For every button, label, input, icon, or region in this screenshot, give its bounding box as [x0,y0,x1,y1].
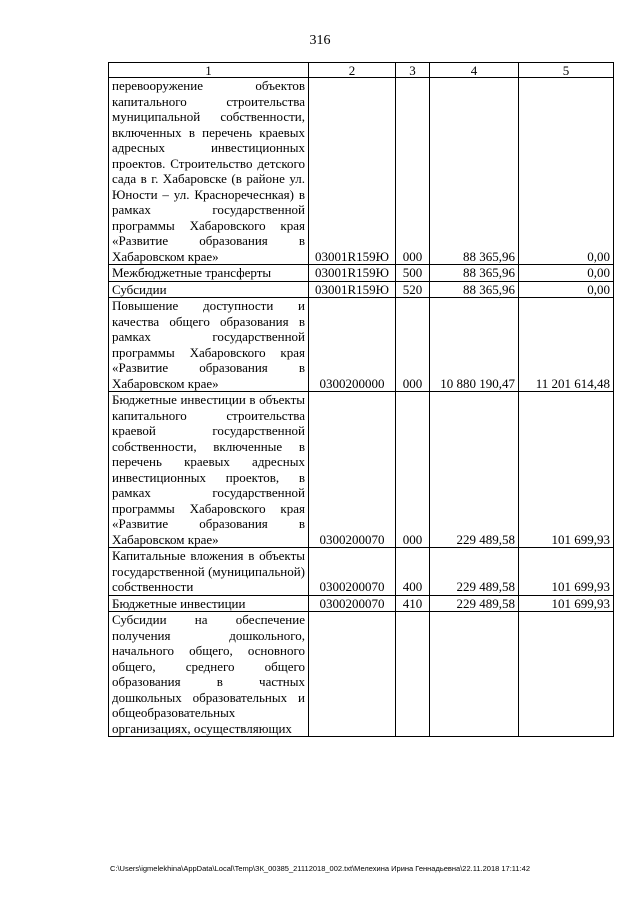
expense-type-cell [396,612,430,737]
amount-year1-cell: 88 365,96 [430,78,519,265]
amount-year2-cell: 101 699,93 [519,548,614,596]
column-header: 1 [109,63,309,78]
target-code-cell: 03001R159Ю [309,78,396,265]
table-row [109,548,614,596]
budget-table [108,62,614,737]
expense-type-cell: 400 [396,548,430,596]
expense-type-cell: 500 [396,265,430,282]
expense-type-cell: 410 [396,595,430,612]
item-name-cell: перевооружение объектов капитального строительства муниципальной собственности, включенных в перечень краевых адресных инвестиционных проектов. Строительство детского сада в г. Хабаровске (в районе ул. Юности – ул. Красноречеснкая) в рамках государственной программы Хабаровского края «Развитие образования в Хабаровском крае» [109,78,309,265]
page-number: 316 [309,33,331,48]
amount-year1-cell: 229 489,58 [430,595,519,612]
target-code-cell [309,612,396,737]
table-row [109,281,614,298]
table-row [109,595,614,612]
expense-type-cell: 520 [396,281,430,298]
table-row [109,78,614,265]
table-row [109,392,614,548]
amount-year1-cell: 88 365,96 [430,265,519,282]
file-path-footer: C:\Users\igmelekhina\AppData\Local\Temp\ЗК_00385_21112018_002.txt\Мелехина Ирина Геннадьевна\22.11.2018 17:11:42 [109,864,531,873]
table-header-row [109,63,614,78]
column-header: 5 [519,63,614,78]
amount-year1-cell: 88 365,96 [430,281,519,298]
amount-year1-cell: 10 880 190,47 [430,298,519,392]
column-header: 4 [430,63,519,78]
target-code-cell: 0300200070 [309,595,396,612]
item-name-cell: Субсидии [109,281,309,298]
amount-year2-cell: 0,00 [519,78,614,265]
amount-year1-cell [430,612,519,737]
table-row [109,298,614,392]
target-code-cell: 03001R159Ю [309,281,396,298]
target-code-cell: 03001R159Ю [309,265,396,282]
amount-year2-cell: 11 201 614,48 [519,298,614,392]
column-header: 3 [396,63,430,78]
amount-year2-cell [519,612,614,737]
target-code-cell: 0300200070 [309,548,396,596]
item-name-cell: Повышение доступности и качества общего образования в рамках государственной программы Хабаровского края «Развитие образования в Хабаровском крае» [109,298,309,392]
expense-type-cell: 000 [396,298,430,392]
table-row [109,265,614,282]
amount-year2-cell: 101 699,93 [519,595,614,612]
table-row [109,612,614,737]
column-header: 2 [309,63,396,78]
amount-year2-cell: 0,00 [519,265,614,282]
expense-type-cell: 000 [396,78,430,265]
item-name-cell: Межбюджетные трансферты [109,265,309,282]
item-name-cell: Капитальные вложения в объекты государственной (муниципальной) собственности [109,548,309,596]
target-code-cell: 0300200000 [309,298,396,392]
amount-year1-cell: 229 489,58 [430,392,519,548]
item-name-cell: Бюджетные инвестиции [109,595,309,612]
target-code-cell: 0300200070 [309,392,396,548]
amount-year1-cell: 229 489,58 [430,548,519,596]
expense-type-cell: 000 [396,392,430,548]
item-name-cell: Бюджетные инвестиции в объекты капитального строительства краевой государственной собственности, включенные в перечень краевых адресных инвестиционных проектов, в рамках государственной программы Хабаровского края «Развитие образования в Хабаровском крае» [109,392,309,548]
item-name-cell: Субсидии на обеспечение получения дошкольного, начального общего, основного общего, среднего общего образования в частных дошкольных образовательных и общеобразовательных организациях, осуществляющих [109,612,309,737]
amount-year2-cell: 0,00 [519,281,614,298]
amount-year2-cell: 101 699,93 [519,392,614,548]
